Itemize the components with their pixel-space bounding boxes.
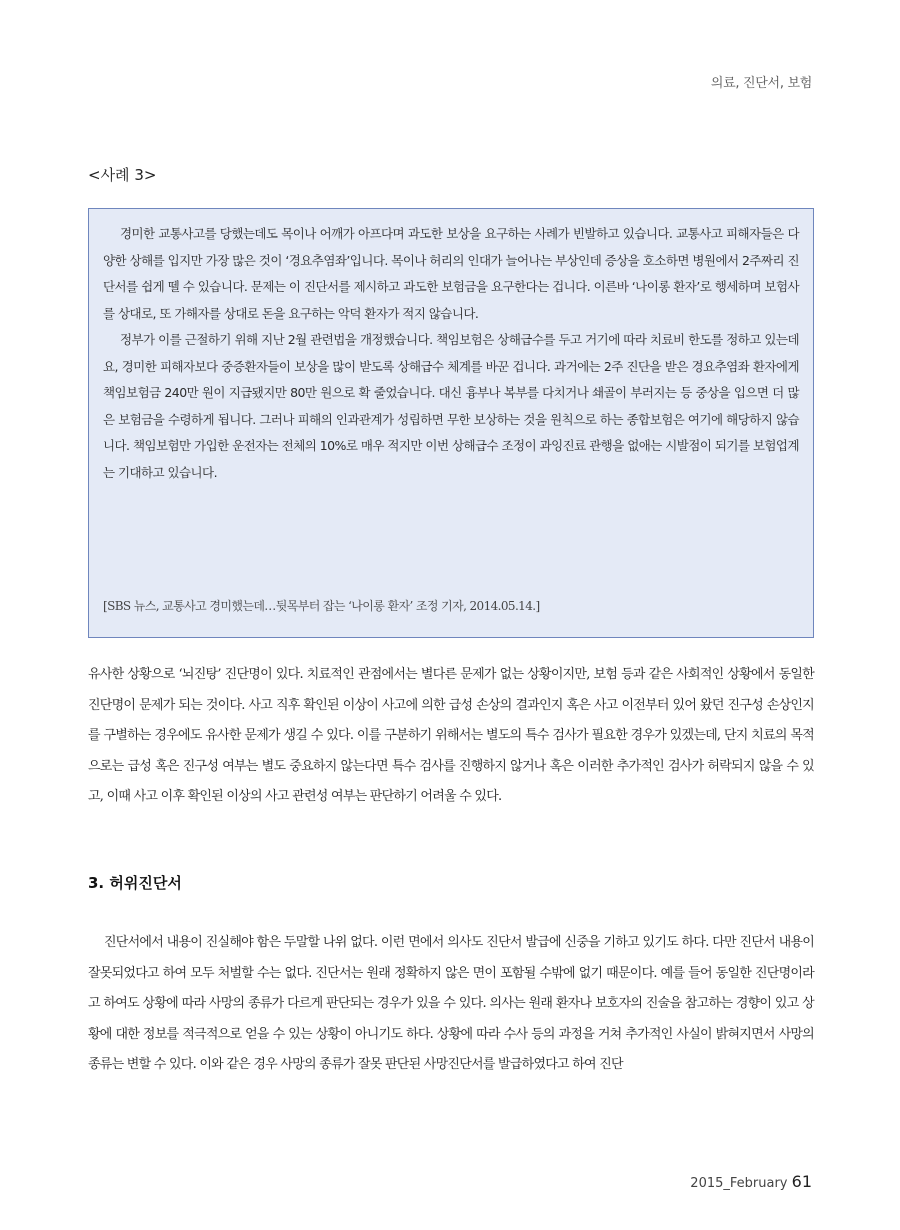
case-source-citation: [SBS 뉴스, 교통사고 경미했는데…뒷목부터 잡는 ‘나이롱 환자’ 조정 기자, 2014.05.14.]: [103, 599, 540, 613]
body-paragraph-2: 진단서에서 내용이 진실해야 함은 두말할 나위 없다. 이런 면에서 의사도 진단서 발급에 신중을 기하고 있기도 하다. 다만 진단서 내용이 잘못되었다고 하여 모두 처벌할 수는 없다. 진단서는 원래 정확하지 않은 면이 포함될 수밖에 없기 때문이다. 예를 들어 동일한 진단명이라고 하여도 상황에 따라 사망의 종류가 다르게 판단되는 경우가 있을 수 있다. 의사는 원래 환자나 보호자의 진술을 참고하는 경향이 있고 상황에 대한 정보를 적극적으로 얻을 수 있는 상황이 아니기도 하다. 상황에 따라 수사 등의 과정을 거쳐 추가적인 사실이 밝혀지면서 사망의 종류는 변할 수 있다. 이와 같은 경우 사망의 종류가 잘못 판단된 사망진단서를 발급하였다고 하여 진단: [88, 935, 814, 1072]
page-footer: [690, 1172, 812, 1191]
body-paragraph-1: 유사한 상황으로 ‘뇌진탕’ 진단명이 있다. 치료적인 관점에서는 별다른 문제가 없는 상황이지만, 보험 등과 같은 사회적인 상황에서 동일한 진단명이 문제가 되는 것이다. 사고 직후 확인된 이상이 사고에 의한 급성 손상의 결과인지 혹은 사고 이전부터 있어 왔던 진구성 손상인지를 구별하는 경우에도 유사한 문제가 생길 수 있다. 이를 구분하기 위해서는 별도의 특수 검사가 필요한 경우가 있겠는데, 단지 치료의 목적으로는 급성 혹은 진구성 여부는 별도 중요하지 않는다면 특수 검사를 진행하지 않거나 혹은 이러한 추가적인 검사가 허락되지 않을 수 있고, 이때 사고 이후 확인된 이상의 사고 관련성 여부는 판단하기 어려울 수 있다.: [88, 667, 814, 804]
section-heading: 3. 허위진단서: [88, 874, 182, 892]
case-example-box: [88, 208, 814, 638]
footer-issue: 2015_February: [690, 1176, 788, 1191]
running-header-title: 의료, 진단서, 보험: [710, 76, 812, 91]
case-paragraph-1: 경미한 교통사고를 당했는데도 목이나 어깨가 아프다며 과도한 보상을 요구하는 사례가 빈발하고 있습니다. 교통사고 피해자들은 다양한 상해를 입지만 가장 많은 것이 ‘경요추염좌’입니다. 목이나 허리의 인대가 늘어나는 부상인데 증상을 호소하면 병원에서 2주짜리 진단서를 쉽게 뗄 수 있습니다. 문제는 이 진단서를 제시하고 과도한 보험금을 요구한다는 겁니다. 이른바 ‘나이롱 환자’로 행세하며 보험사를 상대로, 또 가해자를 상대로 돈을 요구하는 악덕 환자가 적지 않습니다.: [103, 226, 799, 321]
case-paragraph-2: 정부가 이를 근절하기 위해 지난 2월 관련법을 개정했습니다. 책임보험은 상해급수를 두고 거기에 따라 치료비 한도를 정하고 있는데요, 경미한 피해자보다 중증환자들이 보상을 많이 받도록 상해급수 체계를 바꾼 겁니다. 과거에는 2주 진단을 받은 경요추염좌 환자에게 책임보험금 240만 원이 지급됐지만 80만 원으로 확 줄었습니다. 대신 흉부나 복부를 다치거나 쇄골이 부러지는 등 중상을 입으면 더 많은 보험금을 수령하게 됩니다. 그러나 피해의 인과관계가 성립하면 무한 보상하는 것을 원칙으로 하는 종합보험은 여기에 해당하지 않습니다. 책임보험만 가입한 운전자는 전체의 10%로 매우 적지만 이번 상해급수 조정이 과잉진료 관행을 없애는 시발점이 되기를 보험업계는 기대하고 있습니다.: [103, 332, 799, 480]
page-number: 61: [791, 1172, 812, 1191]
case-title: <사례 3>: [88, 166, 157, 184]
